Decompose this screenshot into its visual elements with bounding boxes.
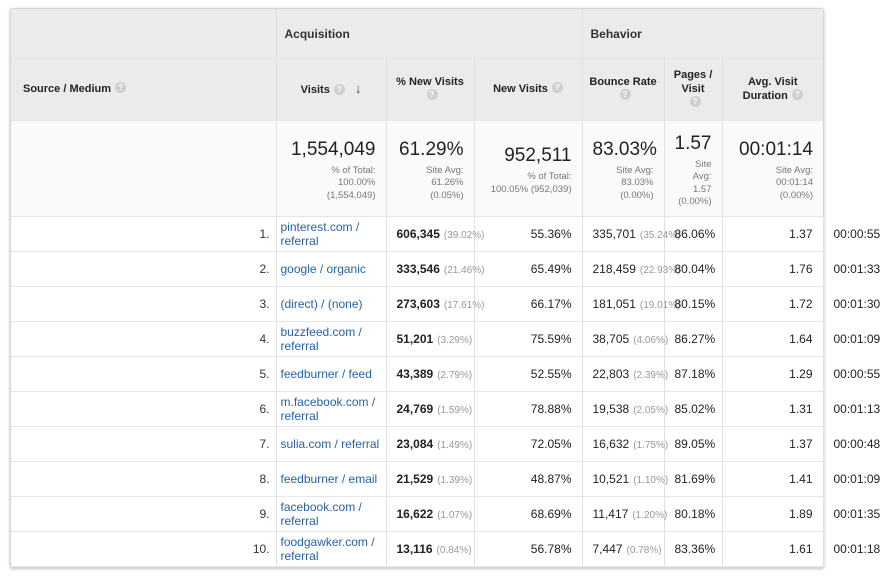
source-link[interactable]: feedburner / feed: [280, 367, 372, 382]
row-visits: 24,769 (1.59%): [386, 392, 474, 427]
table-row[interactable]: 2. google / organic 333,546 (21.46%) 65.49% 218,459 (22.93%) 80.04% 1.76 00:01:33: [11, 252, 823, 287]
row-source-cell[interactable]: [276, 497, 386, 532]
row-pages-per-visit: 1.76: [722, 252, 823, 287]
row-index: 10.: [11, 532, 276, 567]
row-visits: 16,622 (1.07%): [386, 497, 474, 532]
summary-pages-value: 1.57: [674, 133, 712, 154]
row-new-visits: 38,705 (4.06%): [582, 322, 664, 357]
row-index: 4.: [11, 322, 276, 357]
source-link[interactable]: pinterest.com / referral: [280, 220, 360, 249]
group-header-acquisition: Acquisition: [276, 9, 582, 59]
table-row[interactable]: 4. buzzfeed.com / referral 51,201 (3.29%) 75.59% 38,705 (4.06%) 86.27% 1.64 00:01:09: [11, 322, 823, 357]
summary-duration-value: 00:01:14: [739, 139, 813, 161]
summary-bounce-note2: 83.03%: [621, 177, 654, 189]
column-label-visits: Visits: [300, 84, 330, 97]
summary-pages-note2: 1.57: [693, 183, 712, 195]
row-pages-per-visit: 1.37: [722, 217, 823, 252]
row-bounce-rate: 80.18%: [664, 497, 722, 532]
table-row[interactable]: 6. m.facebook.com / referral 24,769 (1.59%) 78.88% 19,538 (2.05%) 85.02% 1.31 00:01:13: [11, 392, 823, 427]
row-new-visits: 11,417 (1.20%): [582, 497, 664, 532]
analytics-table: [11, 9, 880, 567]
row-source-cell[interactable]: [276, 462, 386, 497]
row-visits: 273,603 (17.61%): [386, 287, 474, 322]
column-label-source-medium: Source / Medium: [23, 82, 112, 95]
row-new-visits: 335,701 (35.24%): [582, 217, 664, 252]
summary-new-pct-note2: 61.26%: [431, 177, 464, 189]
summary-visits-note2: 100.00%: [337, 177, 376, 189]
summary-cell-new-visits: [474, 121, 582, 217]
table-row[interactable]: 5. feedburner / feed 43,389 (2.79%) 52.55% 22,803 (2.39%) 87.18% 1.29 00:00:55: [11, 357, 823, 392]
summary-duration-note1: Site Avg:: [775, 165, 813, 177]
help-icon[interactable]: ?: [690, 96, 701, 107]
table-row[interactable]: 7. sulia.com / referral 23,084 (1.49%) 72.05% 16,632 (1.75%) 89.05% 1.37 00:00:48: [11, 427, 823, 462]
column-header-pages-per-visit[interactable]: [664, 59, 722, 121]
column-header-bounce-rate[interactable]: [582, 59, 664, 121]
row-pages-per-visit: 1.61: [722, 532, 823, 567]
row-new-visits-percent: 66.17%: [474, 287, 582, 322]
row-new-visits: 10,521 (1.10%): [582, 462, 664, 497]
summary-cell-visits: [276, 121, 386, 217]
row-source-cell[interactable]: [276, 532, 386, 567]
source-link[interactable]: (direct) / (none): [280, 297, 363, 312]
row-index: 1.: [11, 217, 276, 252]
summary-new-pct-value: 61.29%: [399, 139, 464, 161]
row-bounce-rate: 86.06%: [664, 217, 722, 252]
help-icon[interactable]: ?: [427, 89, 438, 100]
row-bounce-rate: 87.18%: [664, 357, 722, 392]
column-header-new-visits-percent[interactable]: [386, 59, 474, 121]
summary-duration-note3: (0.00%): [779, 189, 813, 201]
column-label-new-visits-percent: % New Visits: [396, 75, 464, 88]
column-header-visits[interactable]: [276, 59, 386, 121]
row-bounce-rate: 85.02%: [664, 392, 722, 427]
column-header-avg-visit-duration[interactable]: [722, 59, 823, 121]
row-pages-per-visit: 1.72: [722, 287, 823, 322]
summary-new-pct-note1: Site Avg:: [426, 165, 464, 177]
table-row[interactable]: 8. feedburner / email 21,529 (1.39%) 48.87% 10,521 (1.10%) 81.69% 1.41 00:01:09: [11, 462, 823, 497]
source-link[interactable]: m.facebook.com / referral: [280, 395, 376, 424]
row-visits: 51,201 (3.29%): [386, 322, 474, 357]
row-pages-per-visit: 1.41: [722, 462, 823, 497]
analytics-table-container: [10, 8, 880, 568]
summary-bounce-note3: (0.00%): [620, 189, 654, 201]
summary-new-visits-note1: % of Total:: [527, 171, 572, 183]
summary-duration-note2: 00:01:14: [776, 177, 813, 189]
summary-bounce-note1: Site Avg:: [616, 165, 654, 177]
row-new-visits: 218,459 (22.93%): [582, 252, 664, 287]
row-bounce-rate: 81.69%: [664, 462, 722, 497]
summary-visits-note3: (1,554,049): [326, 189, 376, 201]
row-pages-per-visit: 1.89: [722, 497, 823, 532]
source-link[interactable]: google / organic: [280, 262, 366, 277]
summary-new-pct-note3: (0.05%): [430, 189, 464, 201]
row-new-visits: 16,632 (1.75%): [582, 427, 664, 462]
table-row[interactable]: 1. pinterest.com / referral 606,345 (39.02%) 55.36% 335,701 (35.24%) 86.06% 1.37 00:00:55: [11, 217, 823, 252]
row-visits: 43,389 (2.79%): [386, 357, 474, 392]
row-new-visits-percent: 65.49%: [474, 252, 582, 287]
row-source-cell[interactable]: [276, 322, 386, 357]
column-label-bounce-rate: Bounce Rate: [589, 75, 657, 88]
row-new-visits: 181,051 (19.01%): [582, 287, 664, 322]
help-icon[interactable]: ?: [334, 84, 345, 95]
row-visits: 23,084 (1.49%): [386, 427, 474, 462]
group-header-behavior: Behavior: [582, 9, 823, 59]
summary-cell-new-visits-percent: [386, 121, 474, 217]
row-new-visits-percent: 55.36%: [474, 217, 582, 252]
summary-visits-note1: % of Total:: [331, 165, 376, 177]
table-row[interactable]: 9. facebook.com / referral 16,622 (1.07%) 68.69% 11,417 (1.20%) 80.18% 1.89 00:01:35: [11, 497, 823, 532]
summary-bounce-value: 83.03%: [592, 139, 657, 161]
row-new-visits-percent: 52.55%: [474, 357, 582, 392]
row-new-visits-percent: 72.05%: [474, 427, 582, 462]
summary-visits-value: 1,554,049: [290, 139, 376, 161]
row-new-visits-percent: 78.88%: [474, 392, 582, 427]
source-link[interactable]: feedburner / email: [280, 472, 378, 487]
row-index: 8.: [11, 462, 276, 497]
sort-descending-icon[interactable]: ↓: [354, 81, 362, 97]
column-label-avg-visit-duration: Avg. Visit Duration: [742, 75, 798, 102]
row-index: 7.: [11, 427, 276, 462]
table-row[interactable]: 10. foodgawker.com / referral 13,116 (0.84%) 56.78% 7,447 (0.78%) 83.36% 1.61 00:01:18: [11, 532, 823, 567]
summary-row: [11, 121, 823, 217]
header-column-row: [11, 59, 823, 121]
group-header-blank: [11, 9, 276, 59]
summary-new-visits-note2: 100.05% (952,039): [490, 183, 572, 195]
row-index: 5.: [11, 357, 276, 392]
row-visits: 333,546 (21.46%): [386, 252, 474, 287]
column-header-new-visits[interactable]: [474, 59, 582, 121]
summary-pages-note1: Site Avg:: [692, 158, 712, 183]
row-new-visits-percent: 48.87%: [474, 462, 582, 497]
row-pages-per-visit: 1.31: [722, 392, 823, 427]
help-icon[interactable]: ?: [552, 82, 563, 93]
summary-cell-pages-per-visit: [664, 121, 722, 217]
row-bounce-rate: 83.36%: [664, 532, 722, 567]
row-source-cell[interactable]: [276, 252, 386, 287]
source-link[interactable]: sulia.com / referral: [280, 437, 380, 452]
row-new-visits-percent: 75.59%: [474, 322, 582, 357]
column-label-new-visits: New Visits: [493, 82, 548, 95]
row-new-visits-percent: 68.69%: [474, 497, 582, 532]
row-visits: 606,345 (39.02%): [386, 217, 474, 252]
row-pages-per-visit: 1.37: [722, 427, 823, 462]
row-index: 2.: [11, 252, 276, 287]
table-row[interactable]: 3. (direct) / (none) 273,603 (17.61%) 66.17% 181,051 (19.01%) 80.15% 1.72 00:01:30: [11, 287, 823, 322]
header-group-row: [11, 9, 823, 59]
column-label-pages-per-visit: Pages / Visit: [673, 68, 713, 95]
help-icon[interactable]: ?: [620, 89, 631, 100]
summary-cell-bounce-rate: [582, 121, 664, 217]
row-source-cell[interactable]: [276, 427, 386, 462]
row-visits: 13,116 (0.84%): [386, 532, 474, 567]
row-source-cell[interactable]: [276, 217, 386, 252]
source-link[interactable]: facebook.com / referral: [280, 500, 362, 529]
summary-cell-blank: [11, 121, 276, 217]
row-bounce-rate: 80.04%: [664, 252, 722, 287]
row-source-cell[interactable]: [276, 392, 386, 427]
source-link[interactable]: buzzfeed.com / referral: [280, 325, 362, 354]
row-visits: 21,529 (1.39%): [386, 462, 474, 497]
row-new-visits-percent: 56.78%: [474, 532, 582, 567]
row-bounce-rate: 89.05%: [664, 427, 722, 462]
summary-pages-note3: (0.00%): [678, 195, 712, 207]
row-new-visits: 22,803 (2.39%): [582, 357, 664, 392]
row-new-visits: 7,447 (0.78%): [582, 532, 664, 567]
row-index: 9.: [11, 497, 276, 532]
row-bounce-rate: 86.27%: [664, 322, 722, 357]
row-pages-per-visit: 1.29: [722, 357, 823, 392]
help-icon[interactable]: ?: [792, 89, 803, 100]
row-index: 3.: [11, 287, 276, 322]
row-source-cell[interactable]: [276, 357, 386, 392]
summary-new-visits-value: 952,511: [504, 145, 572, 167]
source-link[interactable]: foodgawker.com / referral: [280, 535, 375, 564]
row-new-visits: 19,538 (2.05%): [582, 392, 664, 427]
row-pages-per-visit: 1.64: [722, 322, 823, 357]
column-header-source-medium[interactable]: [11, 59, 276, 121]
row-index: 6.: [11, 392, 276, 427]
row-bounce-rate: 80.15%: [664, 287, 722, 322]
row-source-cell[interactable]: [276, 287, 386, 322]
summary-cell-avg-visit-duration: [722, 121, 823, 217]
help-icon[interactable]: ?: [115, 82, 126, 93]
